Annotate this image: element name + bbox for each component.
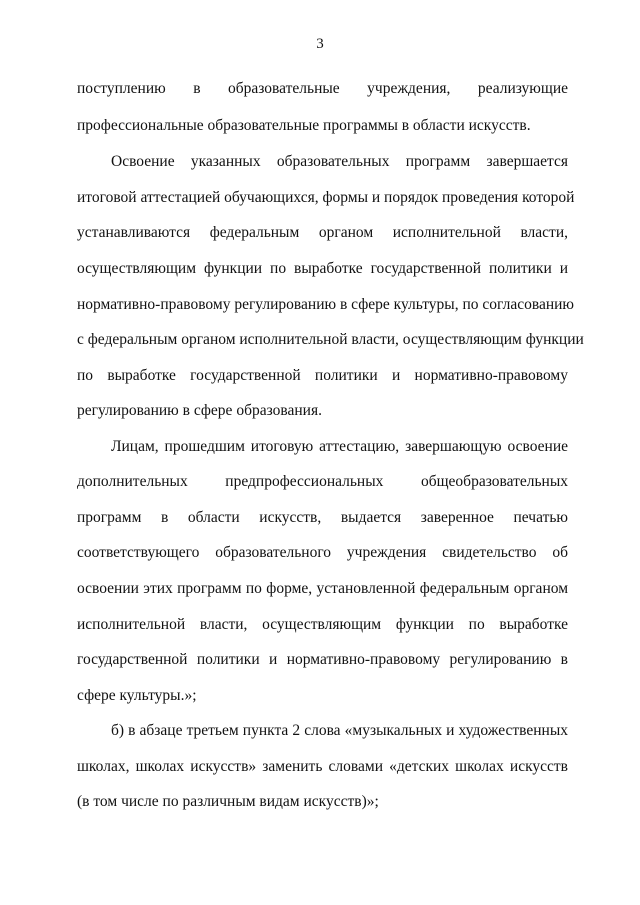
text-line: программ в области искусств, выдается заверенное печатью: [77, 509, 568, 526]
text-line: профессиональные образовательные программы в области искусств.: [77, 117, 531, 134]
paragraph-first-line: б) в абзаце третьем пункта 2 слова «музыкальных и художественных: [111, 722, 568, 739]
text-line: (в том числе по различным видам искусств)»;: [77, 793, 379, 810]
paragraph-first-line: Лицам, прошедшим итоговую аттестацию, завершающую освоение: [111, 438, 568, 455]
text-line: устанавливаются федеральным органом исполнительной власти,: [77, 224, 568, 241]
text-line: нормативно-правовому регулированию в сфере культуры, по согласованию: [77, 296, 574, 313]
text-line: осуществляющим функции по выработке государственной политики и: [77, 260, 568, 277]
text-line: итоговой аттестацией обучающихся, формы и порядок проведения которой: [77, 189, 575, 206]
text-line: дополнительных предпрофессиональных общеобразовательных: [77, 473, 568, 490]
paragraph-first-line: Освоение указанных образовательных программ завершается: [111, 153, 568, 170]
text-line: с федеральным органом исполнительной власти, осуществляющим функции: [77, 331, 584, 348]
text-line: сфере культуры.»;: [77, 687, 197, 704]
text-line: поступлению в образовательные учреждения, реализующие: [77, 80, 568, 97]
text-line: школах, школах искусств» заменить словами «детских школах искусств: [77, 758, 568, 775]
text-line: исполнительной власти, осуществляющим функции по выработке: [77, 616, 568, 633]
text-line: государственной политики и нормативно-правовому регулированию в: [77, 651, 568, 668]
text-line: регулированию в сфере образования.: [77, 402, 322, 419]
page-number: 3: [316, 36, 324, 52]
text-line: по выработке государственной политики и нормативно-правовому: [77, 367, 568, 384]
text-line: освоении этих программ по форме, установленной федеральным органом: [77, 580, 568, 597]
text-line: соответствующего образовательного учреждения свидетельство об: [77, 544, 568, 561]
